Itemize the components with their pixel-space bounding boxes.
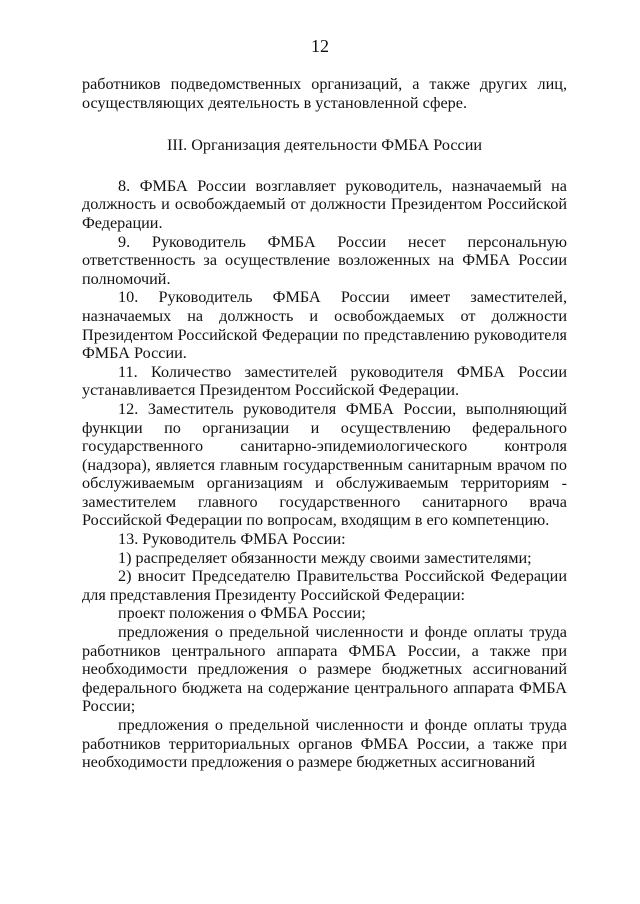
paragraph-9: 9. Руководитель ФМБА России несет персональную ответственность за осуществление возложенных на ФМБА России полномочий. <box>82 232 567 288</box>
continued-paragraph: работников подведомственных организаций, а также других лиц, осуществляющих деятельность в установленной сфере. <box>82 75 567 112</box>
section-heading: III. Организация деятельности ФМБА России <box>166 136 483 155</box>
paragraph-10: 10. Руководитель ФМБА России имеет заместителей, назначаемых на должность и освобождаемых от должности Президентом Российской Федерации по представлению руководителя ФМБА России. <box>82 288 567 363</box>
paragraph-11: 11. Количество заместителей руководителя ФМБА России устанавливается Президентом Российской Федерации. <box>82 362 567 400</box>
sub-item-territorial-bodies: предложения о предельной численности и фонде оплаты труда работников территориальных органов ФМБА России, а также при необходимости предложения о размере бюджетных ассигнований <box>82 716 567 772</box>
document-body <box>82 75 567 772</box>
sub-item-regulation-draft: проект положения о ФМБА России; <box>118 604 366 623</box>
paragraph-12: 12. Заместитель руководителя ФМБА России, выполняющий функции по организации и осуществлению федерального государственного санитарно-эпидемиологического контроля (надзора), является главным государственным санитарным врачом по обслуживаемым организациям и обслуживаемым территориям - заместителем главного государственного санитарного врача Российской Федерации по вопросам, входящим в его компетенцию. <box>82 399 567 530</box>
list-item-2: 2) вносит Председателю Правительства Российской Федерации для представления Президенту Российской Федерации: <box>82 567 567 604</box>
sub-item-central-apparatus: предложения о предельной численности и фонде оплаты труда работников центрального аппарата ФМБА России, а также при необходимости предложения о размере бюджетных ассигнований федерального бюджета на содержание центрального аппарата ФМБА России; <box>82 623 567 716</box>
paragraph-13: 13. Руководитель ФМБА России: <box>118 530 346 549</box>
page-number: 12 <box>311 36 329 56</box>
list-item-1: 1) распределяет обязанности между своими заместителями; <box>118 548 532 567</box>
paragraph-8: 8. ФМБА России возглавляет руководитель, назначаемый на должность и освобождаемый от должности Президентом Российской Федерации. <box>82 176 567 232</box>
